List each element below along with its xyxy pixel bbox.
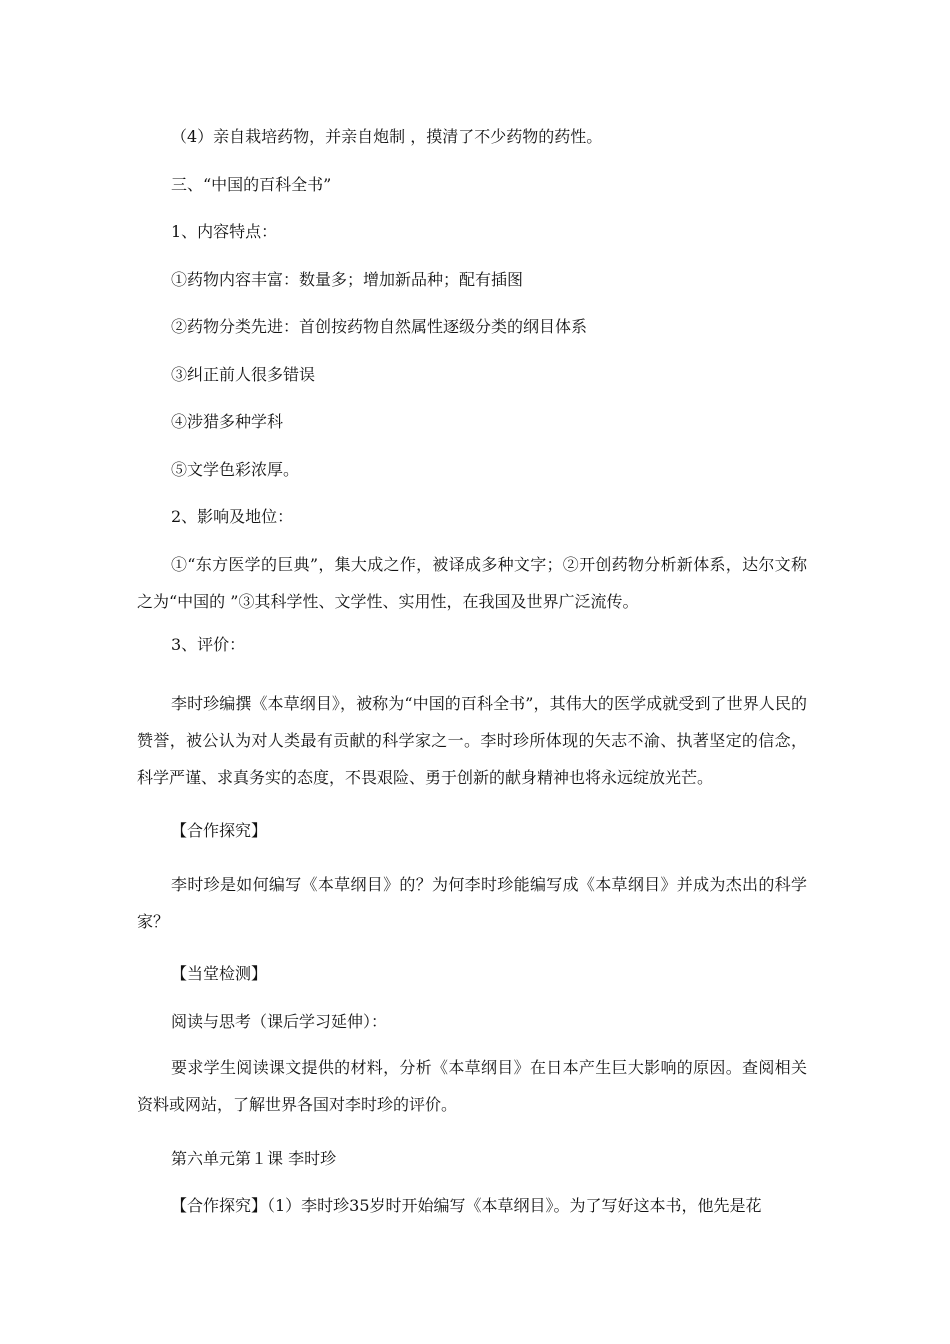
reading-thinking: 阅读与思考（课后学习延伸）： bbox=[171, 1012, 388, 1031]
section-3-heading: 三、“中国的百科全书” bbox=[171, 175, 332, 194]
evaluation-heading: 3、评价： bbox=[171, 635, 246, 654]
reading-requirement: 要求学生阅读课文提供的材料，分析《本草纲目》在日本产生巨大影响的原因。查阅相关资料或网站，了解世界各国对李时珍的评价。 bbox=[137, 1058, 807, 1114]
feature-1: ①药物内容丰富：数量多；增加新品种；配有插图 bbox=[171, 270, 524, 289]
inquiry-question: 李时珍是如何编写《本草纲目》的？为何李时珍能编写成《本草纲目》并成为杰出的科学家？ bbox=[137, 875, 807, 931]
evaluation-paragraph: 李时珍编撰《本草纲目》，被称为“中国的百科全书”，其伟大的医学成就受到了世界人民的赞誉，被公认为对人类最有贡献的科学家之一。李时珍所体现的矢志不渝、执著坚定的信念，科学严谨、求真务实的态度，不畏艰险、勇于创新的献身精神也将永远绽放光芒。 bbox=[137, 694, 807, 787]
feature-5: ⑤文学色彩浓厚。 bbox=[171, 460, 300, 479]
feature-3: ③纠正前人很多错误 bbox=[171, 365, 316, 384]
unit-lesson-title: 第六单元第１课 李时珍 bbox=[171, 1149, 337, 1168]
content-features-heading: 1、内容特点： bbox=[171, 222, 278, 241]
cooperative-inquiry-heading: 【合作探究】 bbox=[171, 821, 268, 840]
feature-4: ④涉猎多种学科 bbox=[171, 412, 284, 431]
classroom-test-heading: 【当堂检测】 bbox=[171, 964, 268, 983]
item-4-cultivation: （4）亲自栽培药物，并亲自炮制 ，摸清了不少药物的药性。 bbox=[171, 127, 603, 146]
feature-2: ②药物分类先进：首创按药物自然属性逐级分类的纲目体系 bbox=[171, 317, 588, 336]
influence-paragraph: ①“东方医学的巨典”，集大成之作，被译成多种文字；②开创药物分析新体系，达尔文称之为“中国的 ”③其科学性、文学性、实用性，在我国及世界广泛流传。 bbox=[137, 555, 807, 611]
cooperative-inquiry-answer: 【合作探究】（1）李时珍35岁时开始编写《本草纲目》。为了写好这本书，他先是花 bbox=[171, 1196, 762, 1215]
influence-heading: 2、影响及地位： bbox=[171, 507, 294, 526]
